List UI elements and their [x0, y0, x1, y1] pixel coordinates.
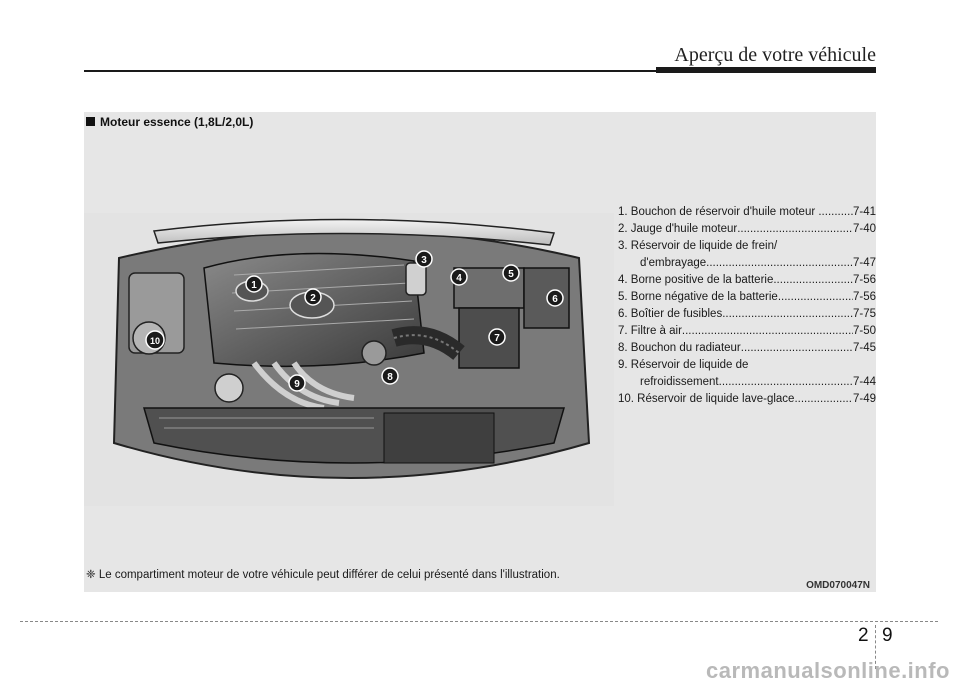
legend-item-7 — [618, 323, 876, 340]
illustration-footnote: ❈ Le compartiment moteur de votre véhicule peut différer de celui présenté dans l'illustration. — [86, 569, 560, 581]
legend-page-ref: 7-49 — [852, 393, 876, 405]
legend-label: 6. Boîtier de fusibles — [618, 308, 723, 320]
legend-page-ref: 7-41 — [852, 206, 876, 218]
callout-4 — [451, 269, 467, 285]
legend-item-5 — [618, 289, 876, 306]
callout-9 — [289, 375, 305, 391]
section-title — [86, 115, 253, 129]
callout-2 — [305, 289, 321, 305]
legend-page-ref: 7-47 — [852, 257, 876, 269]
legend-label: 8. Bouchon du radiateur — [618, 342, 741, 354]
legend-label: 4. Borne positive de la batterie — [618, 274, 774, 286]
svg-text:4: 4 — [456, 273, 462, 284]
legend-item-3 — [618, 238, 876, 255]
legend-item-8 — [618, 340, 876, 357]
legend-item-9 — [618, 357, 876, 374]
legend-item-9-cont — [618, 374, 876, 391]
svg-text:5: 5 — [508, 269, 514, 280]
svg-text:8: 8 — [387, 372, 393, 383]
legend-item-2 — [618, 221, 876, 238]
page-header-title: Aperçu de votre véhicule — [674, 44, 876, 66]
legend-page-ref: 7-40 — [852, 223, 876, 235]
watermark: carmanualsonline.info — [706, 658, 950, 683]
legend-page-ref: 7-56 — [852, 291, 876, 303]
svg-text:1: 1 — [251, 280, 257, 291]
callout-6 — [547, 290, 563, 306]
legend-label: 10. Réservoir de liquide lave-glace — [618, 393, 795, 405]
legend-label-cont: d'embrayage — [640, 257, 707, 269]
legend-label: 7. Filtre à air — [618, 325, 682, 337]
callout-3 — [416, 251, 432, 267]
legend-label: 3. Réservoir de liquide de frein/ — [618, 240, 778, 252]
callout-7 — [489, 329, 505, 345]
svg-text:2: 2 — [310, 293, 316, 304]
svg-text:10: 10 — [149, 336, 161, 346]
legend-label: 9. Réservoir de liquide de — [618, 359, 749, 371]
svg-text:3: 3 — [421, 255, 427, 266]
legend-item-3-cont — [618, 255, 876, 272]
callout-10 — [146, 331, 164, 349]
legend-item-4 — [618, 272, 876, 289]
callout-8 — [382, 368, 398, 384]
legend-label: 5. Borne négative de la batterie — [618, 291, 778, 303]
header-rule-accent — [656, 67, 876, 73]
svg-text:9: 9 — [294, 379, 300, 390]
figure-code: OMD070047N — [806, 580, 870, 591]
legend-list — [618, 204, 876, 408]
legend-item-1 — [618, 204, 876, 221]
svg-text:7: 7 — [494, 333, 500, 344]
square-bullet-icon — [86, 117, 95, 126]
section-title-text: Moteur essence (1,8L/2,0L) — [100, 115, 254, 129]
callout-5 — [503, 265, 519, 281]
legend-page-ref: 7-45 — [852, 342, 876, 354]
legend-page-ref: 7-56 — [852, 274, 876, 286]
chapter-number: 2 — [858, 625, 869, 646]
legend-label-cont: refroidissement — [640, 376, 719, 388]
legend-label: 1. Bouchon de réservoir d'huile moteur .. — [618, 206, 825, 218]
legend-page-ref: 7-75 — [852, 308, 876, 320]
engine-illustration — [84, 213, 614, 506]
page-number-value: 9 — [882, 625, 893, 646]
legend-item-10 — [618, 391, 876, 408]
callout-1 — [246, 276, 262, 292]
legend-item-6 — [618, 306, 876, 323]
footer-rule — [20, 621, 938, 622]
svg-text:6: 6 — [552, 294, 558, 305]
legend-page-ref: 7-50 — [852, 325, 876, 337]
legend-label: 2. Jauge d'huile moteur — [618, 223, 738, 235]
legend-page-ref: 7-44 — [852, 376, 876, 388]
